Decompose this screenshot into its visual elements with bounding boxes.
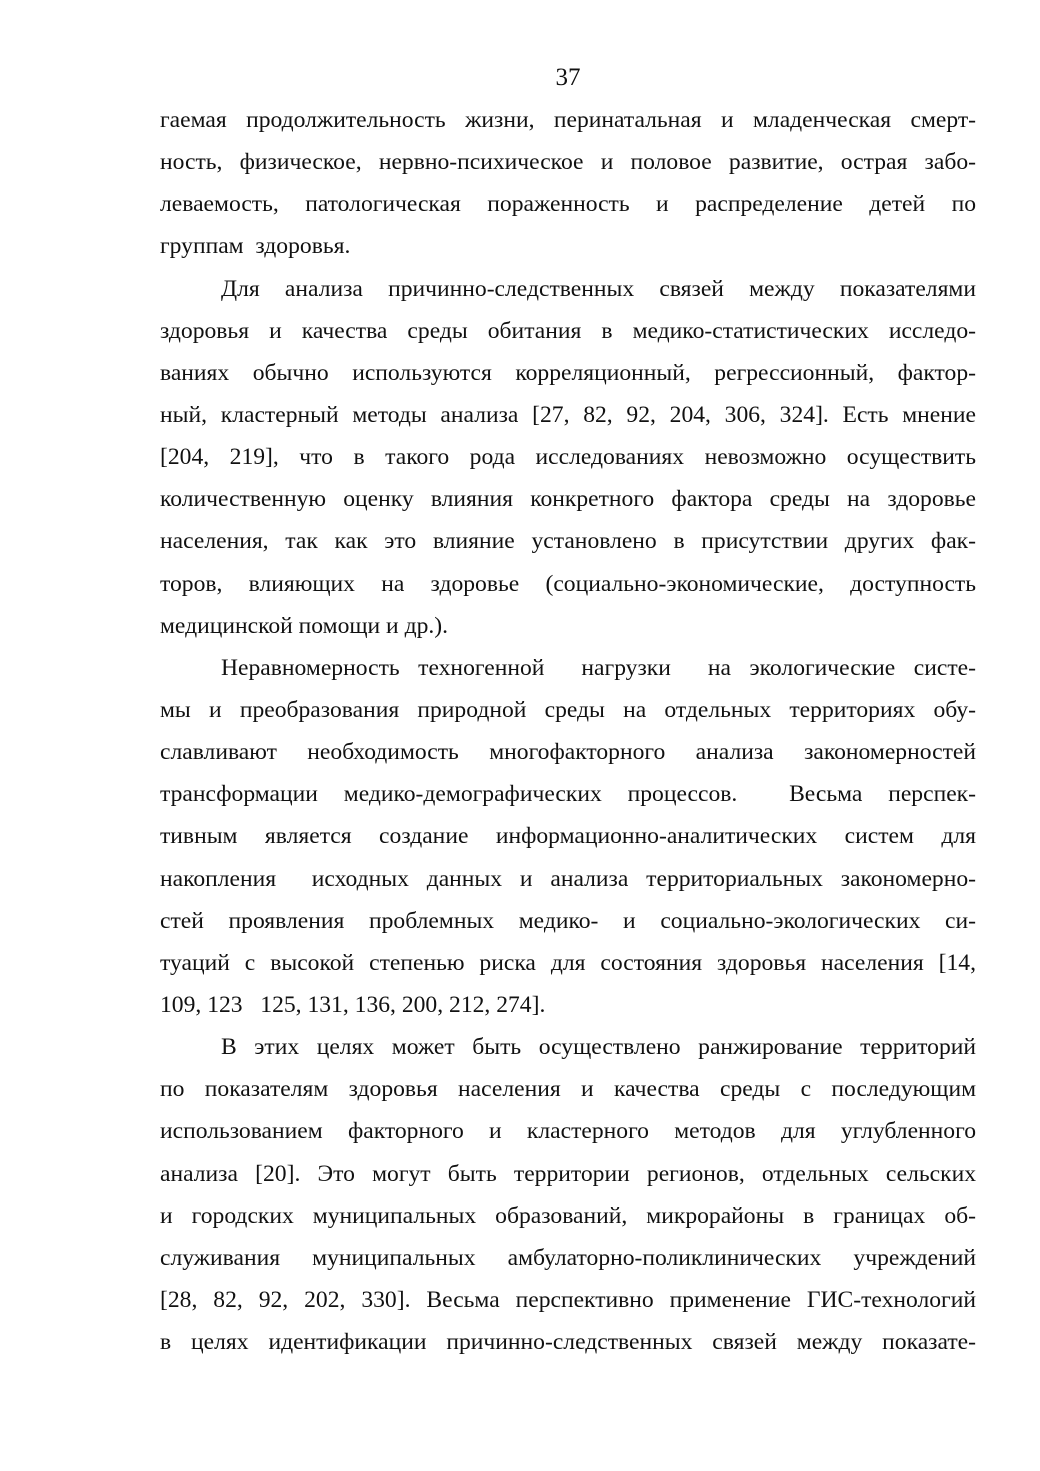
text-line: анализа [20]. Это могут быть территории регионов, отдельных сельских bbox=[160, 1160, 976, 1187]
text-line: использованием факторного и кластерного методов для углубленного bbox=[160, 1118, 976, 1145]
text-line: [28, 82, 92, 202, 330]. Весьма перспективно применение ГИС-технологий bbox=[160, 1286, 976, 1313]
text-line: гаемая продолжительность жизни, перинатальная и младенческая смерт- bbox=[160, 107, 976, 133]
paragraph-first-line: Для анализа причинно-следственных связей между показателями bbox=[221, 275, 976, 302]
text-line: 109, 123 125, 131, 136, 200, 212, 274]. bbox=[160, 991, 546, 1018]
text-line: мы и преобразования природной среды на отдельных территориях обу- bbox=[160, 696, 976, 723]
text-line: трансформации медико-демографических процессов. Весьма перспек- bbox=[160, 781, 976, 808]
paragraph-first-line: Неравномерность техногенной нагрузки на экологические систе- bbox=[221, 654, 976, 681]
text-line: тивным является создание информационно-аналитических систем для bbox=[160, 823, 976, 850]
text-line: группам здоровья. bbox=[160, 233, 351, 260]
text-line: накопления исходных данных и анализа территориальных закономерно- bbox=[160, 865, 976, 892]
page-number: 37 bbox=[555, 64, 581, 91]
text-line: славливают необходимость многофакторного анализа закономерностей bbox=[160, 739, 976, 766]
text-line: здоровья и качества среды обитания в медико-статистических исследо- bbox=[160, 317, 976, 344]
text-line: в целях идентификации причинно-следственных связей между показате- bbox=[160, 1329, 976, 1356]
text-line: [204, 219], что в такого рода исследованиях невозможно осуществить bbox=[160, 444, 976, 471]
text-line: медицинской помощи и др.). bbox=[160, 612, 449, 639]
text-line: стей проявления проблемных медико- и социально-экологических си- bbox=[160, 907, 976, 934]
text-line: туаций с высокой степенью риска для состояния здоровья населения [14, bbox=[160, 949, 976, 976]
text-line: ный, кластерный методы анализа [27, 82, 92, 204, 306, 324]. Есть мнение bbox=[160, 401, 976, 428]
text-line: леваемость, патологическая пораженность и распределение детей по bbox=[160, 191, 976, 218]
text-line: по показателям здоровья населения и качества среды с последующим bbox=[160, 1076, 976, 1103]
paragraph-first-line: В этих целях может быть осуществлено ранжирование территорий bbox=[221, 1034, 976, 1061]
body-text bbox=[160, 104, 976, 1368]
text-line: служивания муниципальных амбулаторно-поликлинических учреждений bbox=[160, 1244, 976, 1271]
text-line: ность, физическое, нервно-психическое и половое развитие, острая забо- bbox=[160, 149, 976, 176]
text-line: торов, влияющих на здоровье (социально-экономические, доступность bbox=[160, 570, 976, 597]
text-line: и городских муниципальных образований, микрорайоны в границах об- bbox=[160, 1202, 976, 1229]
text-line: населения, так как это влияние установлено в присутствии других фак- bbox=[160, 528, 976, 555]
text-line: количественную оценку влияния конкретного фактора среды на здоровье bbox=[160, 486, 976, 513]
text-line: ваниях обычно используются корреляционный, регрессионный, фактор- bbox=[160, 359, 976, 386]
